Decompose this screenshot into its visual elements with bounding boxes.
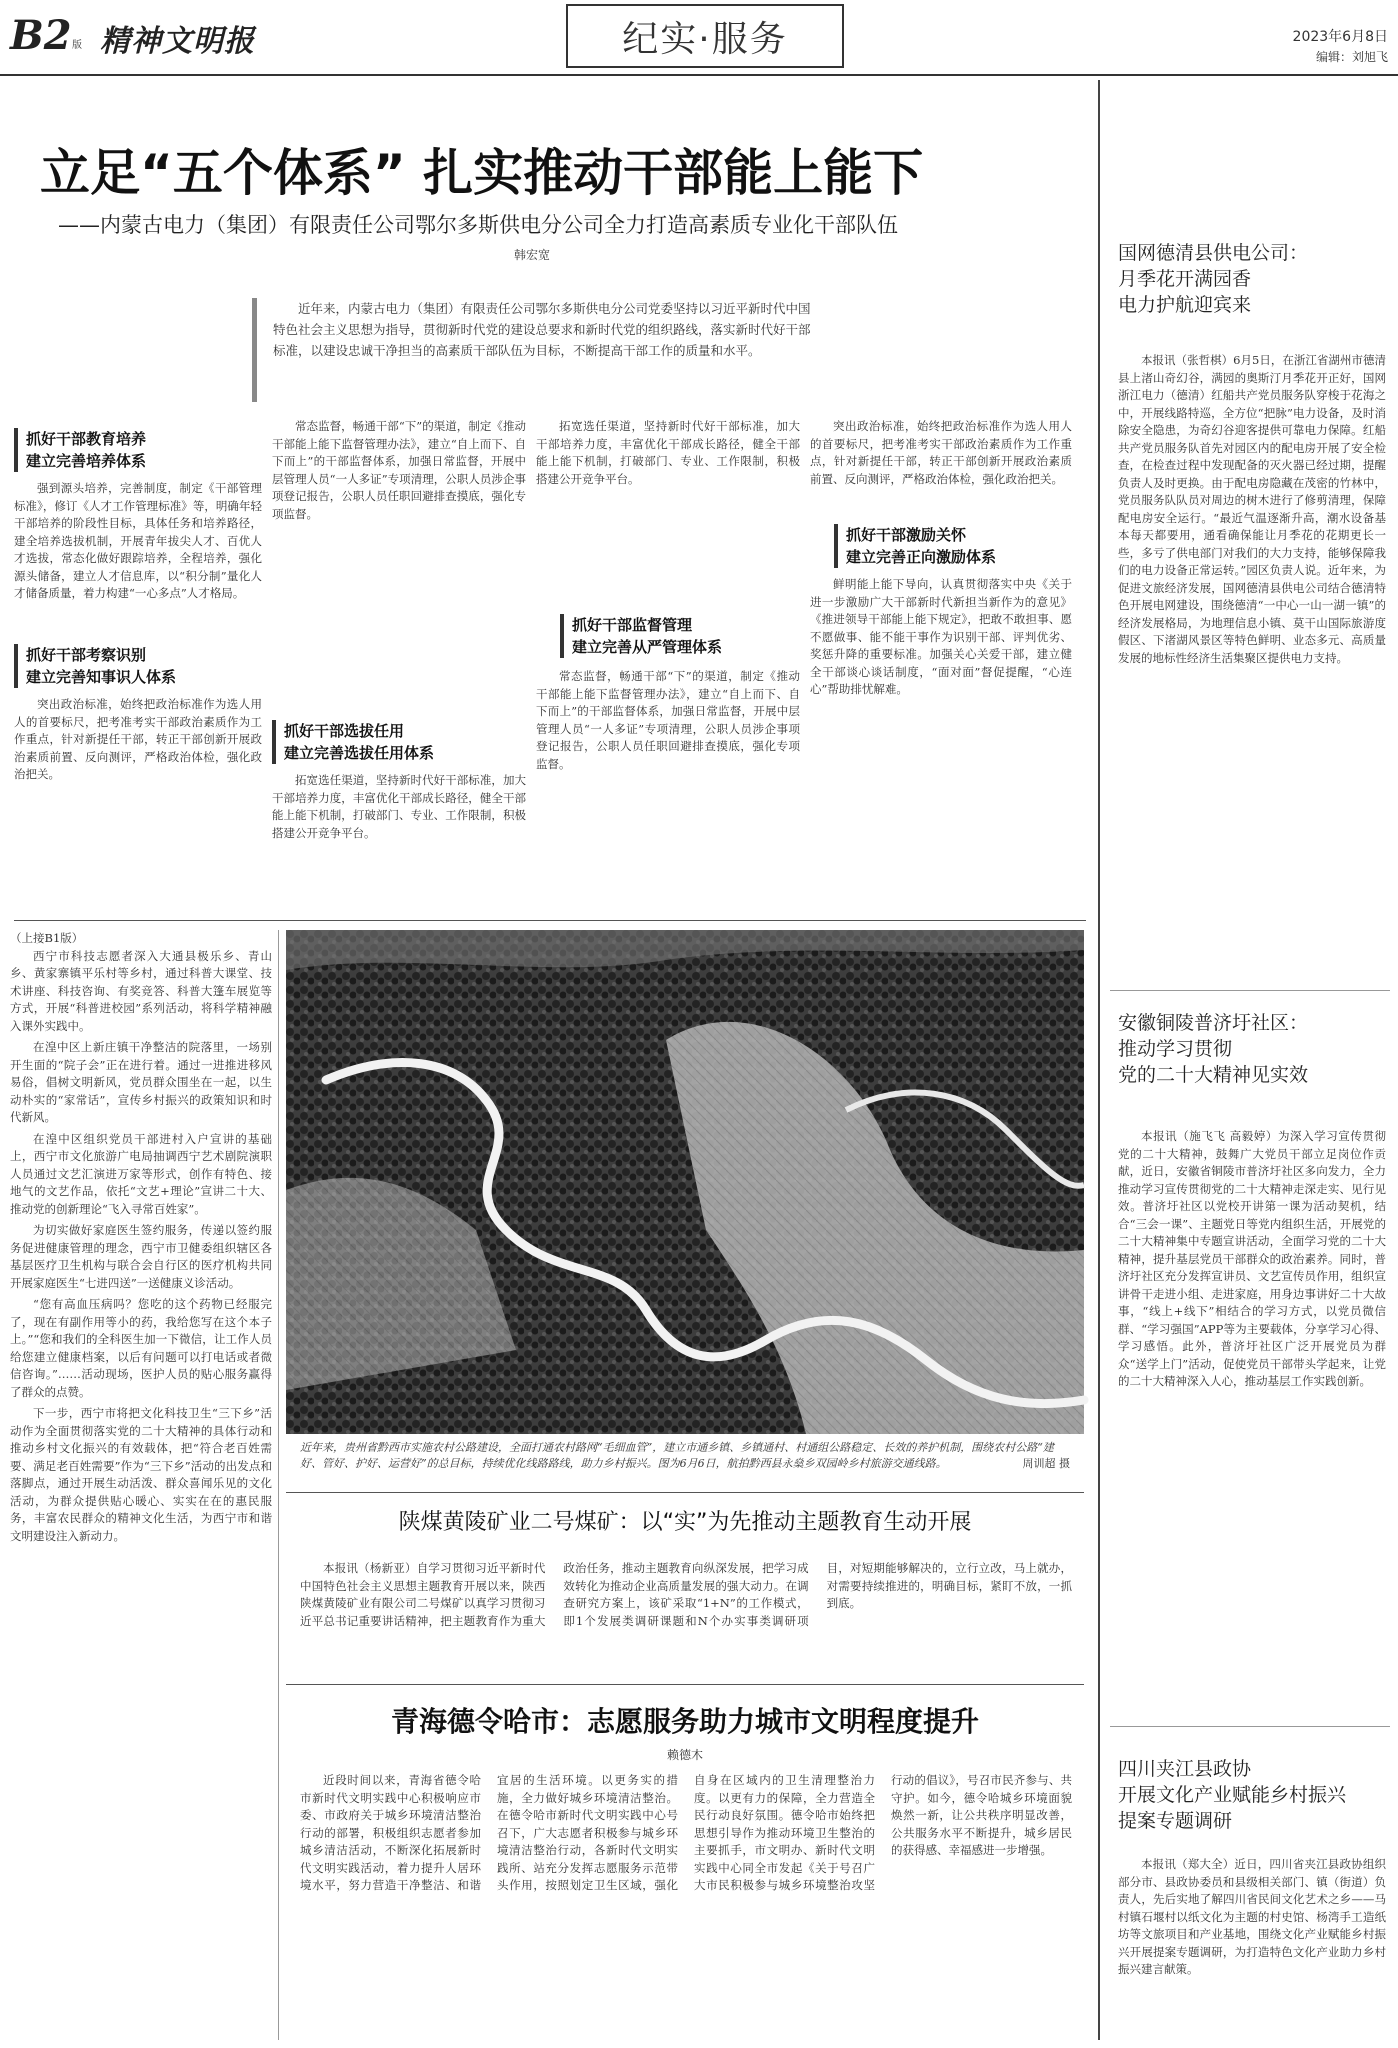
section-text-3: 拓宽选任渠道，坚持新时代好干部标准，加大干部培养力度，丰富优化干部成长路径，健全干部能上能下机制，打破部门、专业、工作限制，积极搭建公开竞争平台。 [272,773,526,840]
lead-subheadline: ——内蒙古电力（集团）有限责任公司鄂尔多斯供电分公司全力打造高素质专业化干部队伍 [58,213,898,237]
section-title: 纪实·服务 [622,18,788,60]
section-heading-1: 抓好干部教育培养 建立完善培养体系 [14,428,262,472]
left-para-6: 下一步，西宁市将把文化科技卫生“三下乡”活动作为全面贯彻落实党的二十大精神的具体行动和推动乡村文化振兴的有效载体，把“符合老百姓需要、满足老百姓需要”作为“三下乡”活动的出发点和落脚点，通过开展生动活泼、群众喜闻乐见的文化活动，为群众提供贴心暖心、实实在在的惠民服务，丰富农民群众的精神文化生活，为西宁市和谐文明建设注入新动力。 [10,1406,272,1543]
sidebar-story-1 [1118,240,1386,940]
section-text-5: 鲜明能上能下导向，认真贯彻落实中央《关于进一步激励广大干部新时代新担当新作为的意见》《推进领导干部能上能下规定》，把敢不敢担事、愿不愿做事、能不能干事作为识别干部、评判优劣、奖惩升降的重要标准。加强关心关爱干部，建立健全干部谈心谈话制度，“面对面”督促提醒，“心连心”帮助排忧解难。 [810,577,1072,696]
left-para-4: 为切实做好家庭医生签约服务，传递以签约服务促进健康管理的理念，西宁市卫健委组织辖区各基层医疗卫生机构与联合会自行区的医疗机构共同开展家庭医生“七进四送”一送健康义诊活动。 [10,1223,272,1290]
left-col-divider [278,930,279,2040]
left-para-2: 在湟中区上新庄镇干净整洁的院落里，一场别开生面的“院子会”正在进行着。通过一进推进移风易俗，倡树文明新风，党员群众围坐在一起，以生动朴实的“家常话”，宣传乡村振兴的政策知识和时代新风。 [10,1040,272,1124]
lead-intro-box [252,298,812,402]
section-text-3-cont: 拓宽选任渠道，坚持新时代好干部标准，加大干部培养力度，丰富优化干部成长路径，健全干部能上能下机制，打破部门、专业、工作限制，积极搭建公开竞争平台。 [536,419,800,486]
photo-bottom-rule [286,1492,1084,1493]
photo-caption-text: 近年来，贵州省黔西市实施农村公路建设，全面打通农村路网“毛细血管”，建立市通乡镇、乡镇通村、村通组公路稳定、长效的养护机制，围绕农村公路“建好、管好、护好、运营好”的总目标，持续优化线路路线，助力乡村振兴。图为6月6日，航拍黔西县永燊乡双园岭乡村旅游交通线路。 [300,1441,1054,1470]
left-para-5: “您有高血压病吗？您吃的这个药物已经服完了，现在有副作用等小的药，我给您写在这个本子上。”“您和我们的全科医生加一下微信，让工作人员给您建立健康档案，以后有问题可以打电话或者微信咨询。”……活动现场，医护人员的贴心服务赢得了群众的点赞。 [10,1297,272,1399]
sidebar-story-1-text: 本报讯（张哲棋）6月5日，在浙江省湖州市德清县上渚山奇幻谷，满园的奥斯汀月季花开正好，国网浙江电力（德清）红船共产党员服务队穿梭于花海之中，开展线路特巡，全方位“把脉”电力设备，及时消除安全隐患，为奇幻谷迎客提供可靠电力保障。红船共产党员服务队首先对园区内的配电房开展了安全检查，在检查过程中发现配备的灭火器已经过期，提醒负责人及时更换。由于配电房隐藏在茂密的竹林中，党员服务队队员对周边的树木进行了修剪清理，保障配电房安全运行。“最近气温逐渐升高，潮水设备基本每天都要用，通看确保能让月季花的花期更长一些，多亏了供电部门对我们的大力支持，能够保障我们的电力设备正常运转。”园区负责人说。近年来，为促进文旅经济发展，国网德清县供电公司结合德清特色开展电网建设，围绕德清“一中心一山一湖一镇”的经济发展格局，为地理信息小镇、莫干山国际旅游度假区、下渚湖风景区等特色鲜明、业态多元、高质量发展的地标性经济生活集聚区提供电力支持。 [1118,353,1386,665]
lead-headline: 立足“五个体系” 扎实推动干部能上能下 [40,144,924,202]
sidebar-story-3 [1118,1756,1386,2036]
lead-col-1 [14,428,262,848]
shaanxi-body [300,1560,1072,1670]
sidebar-rule-2 [1110,1726,1390,1727]
qinghai-headline: 青海德令哈市：志愿服务助力城市文明程度提升 [390,1705,979,1738]
left-column [10,930,272,2030]
continued-label: （上接B1版） [10,931,84,945]
sidebar-divider [1098,80,1100,2040]
masthead [0,0,1398,78]
masthead-rule [0,74,1398,76]
sidebar-story-2-title: 安徽铜陵普济圩社区： 推动学习贯彻 党的二十大精神见实效 [1118,1012,1309,1086]
photo-graphic [286,930,1084,1434]
lead-bottom-rule [14,920,1086,921]
photo-caption [300,1440,1070,1472]
lead-col-4 [810,418,1072,848]
lead-col-3 [536,418,800,848]
qinghai-author: 赖德木 [666,1748,703,1762]
sidebar-story-2 [1118,1010,1386,1650]
section-text-2-cont: 常态监督，畅通干部“下”的渠道，制定《推动干部能上能下监督管理办法》，建立“自上而下、自下而上”的干部监督体系，加强日常监督，开展中层管理人员“一人多证”专项清理，公职人员涉企事项登记报告，公职人员任职回避排查摸底，强化专项监督。 [272,419,526,521]
lead-intro: 近年来，内蒙古电力（集团）有限责任公司鄂尔多斯供电分公司党委坚持以习近平新时代中国特色社会主义思想为指导，贯彻新时代党的建设总要求和新时代党的组织路线，落实新时代好干部标准，以建设忠诚干净担当的高素质干部队伍为目标，不断提高干部工作的质量和水平。 [273,301,811,358]
section-heading-5: 抓好干部激励关怀 建立完善正向激励体系 [834,524,1072,568]
shaanxi-headline: 陕煤黄陵矿业二号煤矿：以“实”为先推动主题教育生动开展 [398,1510,972,1535]
sidebar-rule-1 [1110,990,1390,991]
editor-credit: 编辑：刘旭飞 [1315,50,1388,64]
page-number-suffix: 版 [72,40,82,51]
section-text-2: 突出政治标准，始终把政治标准作为选人用人的首要标尺，把考准考实干部政治素质作为工作重点，针对新提任干部，转正干部创新开展政治素质前置、反向测评，严格政治体检，强化政治把关。 [14,697,262,781]
qinghai-text: 近段时间以来，青海省德令哈市新时代文明实践中心积极响应市委、市政府关于城乡环境清洁整治行动的部署，积极组织志愿者参加城乡清洁活动，不断深化拓展新时代文明实践活动，着力提升人居环境水平，努力营造干净整洁、和谐宜居的生活环境。以更务实的措施，全力做好城乡环境清洁整治。在德令哈市新时代文明实践中心号召下，广大志愿者积极参与城乡环境清洁整治行动，各新时代文明实践所、站充分发挥志愿服务示范带头作用，按照划定卫生区域，强化自身在区域内的卫生清理整治力度。以更有力的保障，全力营造全民行动良好氛围。德令哈市始终把思想引导作为推动环境卫生整治的主要抓手，市文明办、新时代文明实践中心同全市发起《关于号召广大市民积极参与城乡环境整治攻坚行动的倡议》，号召市民齐参与、共守护。如今，德令哈城乡环境面貌焕然一新，让公共秩序明显改善，公共服务水平不断提升，城乡居民的获得感、幸福感进一步增强。 [300,1773,1072,1892]
left-para-1: 西宁市科技志愿者深入大通县极乐乡、青山乡、黄家寨镇平乐村等乡村，通过科普大课堂、技术讲座、科技咨询、有奖竞答、科普大篷车展览等方式，开展“科普进校园”系列活动，将科学精神融入课外实践中。 [10,948,272,1033]
photo-credit: 周训超 摄 [1022,1457,1070,1470]
lead-col-2 [272,418,526,848]
section-heading-2: 抓好干部考察识别 建立完善知事识人体系 [14,644,262,688]
qinghai-body [300,1772,1072,2032]
page-number: B2 [10,12,72,59]
aerial-road-photo [286,930,1084,1434]
sidebar-story-2-text: 本报讯（施飞飞 高毅婷）为深入学习宣传贯彻党的二十大精神，鼓舞广大党员干部立足岗位作贡献，近日，安徽省铜陵市普济圩社区多向发力，全力推动学习宣传贯彻党的二十大精神走深走实、见行见效。普济圩社区以党校开讲第一课为活动契机，结合“三会一课”、主题党日等党内组织生活，开展党的二十大精神集中专题宣讲活动，全面学习党的二十大精神，提升基层党员干部群众的政治素养。同时，普济圩社区充分发挥宣讲员、文艺宣传员作用，组织宣讲骨干走进小组、走进家庭，用身边事讲好二十大故事，“线上+线下”相结合的学习方式，以党员微信群、“学习强国”APP等为主要载体，分享学习心得、学习感悟。此外，普济圩社区广泛开展党员为群众“送学上门”活动，促使党员干部带头学起来，让党的二十大精神深入人心，推动基层工作实践创新。 [1118,1129,1386,1388]
section-text-1: 强到源头培养，完善制度，制定《干部管理标准》，修订《人才工作管理标准》等，明确年轻干部培养的阶段性目标，具体任务和培养路径，建全培养选拔机制，开展青年拔尖人才、百优人才选拔，常态化做好跟踪培养，全程培养，强化源头储备，建立人才信息库，以“积分制”量化人才储备质量，着力构建“一心多点”人才格局。 [14,481,262,600]
shaanxi-bottom-rule [286,1684,1084,1685]
sidebar-story-1-title: 国网德清县供电公司： 月季花开满园香 电力护航迎宾来 [1118,242,1309,316]
sidebar-story-3-text: 本报讯（郑大全）近日，四川省夹江县政协组织部分市、县政协委员和县级相关部门、镇（街道）负责人，先后实地了解四川省民间文化艺术之乡——马村镇石堰村以纸文化为主题的村史馆、杨湾手工造纸坊等文旅项目和产业基地，围绕文化产业赋能乡村振兴开展提案专题调研，为打造特色文化产业助力乡村振兴建言献策。 [1118,1857,1386,1976]
sidebar-story-3-title: 四川夹江县政协 开展文化产业赋能乡村振兴 提案专题调研 [1118,1758,1347,1832]
lead-author: 韩宏宽 [514,248,551,262]
left-para-3: 在湟中区组织党员干部进村入户宣讲的基础上，西宁市文化旅游广电局抽调西宁艺术剧院演职人员通过文艺汇演进万家等形式，创作有特色、接地气的文艺作品，依托“文艺+理论”宣讲二十大、推动党的创新理论“飞入寻常百姓家”。 [10,1131,272,1216]
section-text-4-cont: 突出政治标准，始终把政治标准作为选人用人的首要标尺，把考准考实干部政治素质作为工作重点，针对新提任干部，转正干部创新开展政治素质前置、反向测评，严格政治体检，强化政治把关。 [810,419,1072,486]
section-text-4: 常态监督，畅通干部“下”的渠道，制定《推动干部能上能下监督管理办法》，建立“自上而下、自下而上”的干部监督体系，加强日常监督，开展中层管理人员“一人多证”专项清理，公职人员涉企事项登记报告，公职人员任职回避排查摸底，强化专项监督。 [536,669,800,771]
issue-date: 2023年6月8日 [1292,29,1388,45]
paper-name-logo: 精神文明报 [100,24,255,59]
shaanxi-text: 本报讯（杨新亚）自学习贯彻习近平新时代中国特色社会主义思想主题教育开展以来，陕西陕煤黄陵矿业有限公司二号煤矿以真学习贯彻习近平总书记重要讲话精神，把主题教育作为重大政治任务，推动主题教育向纵深发展，把学习成效转化为推动企业高质量发展的强大动力。在调查研究方案上，该矿采取“1+N”的工作模式，即1个发展类调研课题和N个办实事类调研项目，对短期能够解决的，立行立改，马上就办，对需要持续推进的，明确目标，紧盯不放，一抓到底。 [300,1561,1072,1628]
section-title-box [566,4,844,68]
section-heading-3: 抓好干部选拔任用 建立完善选拔任用体系 [272,720,526,764]
section-heading-4: 抓好干部监督管理 建立完善从严管理体系 [560,614,800,658]
